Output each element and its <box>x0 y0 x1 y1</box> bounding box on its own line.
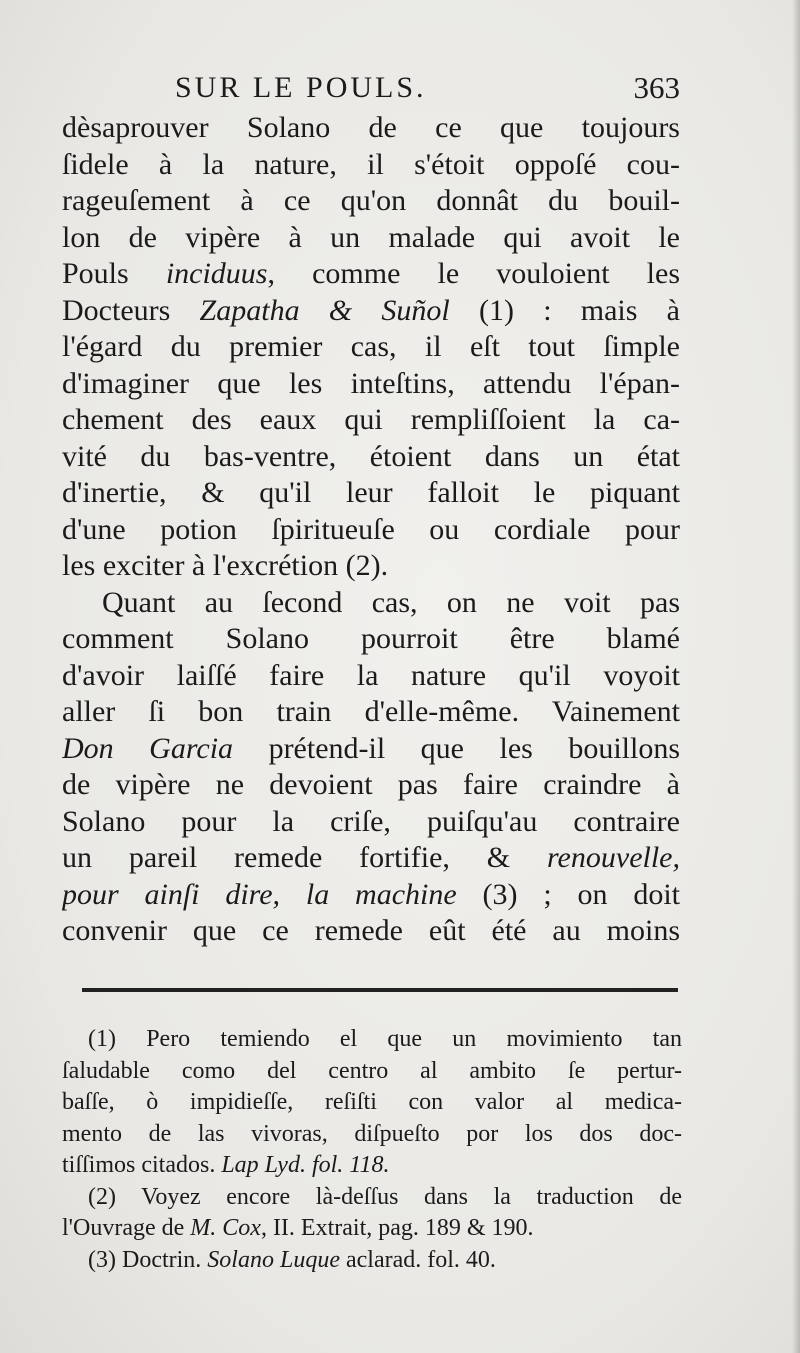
text-line: comment Solano pourroit être blamé <box>62 622 680 655</box>
text-line: rageuſement à ce qu'on donnât du bouil- <box>62 184 680 217</box>
text-line: vité du bas-ventre, étoient dans un état <box>62 439 680 473</box>
italic-name: Don Garcia <box>62 731 234 765</box>
page-number: 363 <box>633 70 680 105</box>
footnote-ref: (3) ; <box>456 877 578 911</box>
text-line <box>62 293 680 330</box>
text-segment: , II. Extrait, pag. 189 & 190. <box>260 1215 534 1241</box>
text-line: ſidele à la nature, il s'étoit oppoſé cou- <box>62 147 680 181</box>
text-segment: Pouls <box>62 257 129 290</box>
italic-term: inciduus <box>165 257 268 290</box>
footnote-2-line <box>62 1213 682 1245</box>
text-line: d'imaginer que les inteſtins, attendu l'épan- <box>62 366 680 400</box>
page-edge-shadow <box>792 0 800 1353</box>
italic-phrase: pour ainſi dire, la machine <box>62 877 457 911</box>
text-line <box>62 731 680 768</box>
text-line: les exciter à l'excrétion (2). <box>62 549 389 582</box>
text-segment: l'Ouvrage de <box>62 1215 185 1241</box>
text-line: d'une potion ſpiritueuſe ou cordiale pour <box>62 512 680 546</box>
citation: Lap Lyd. fol. 118. <box>221 1152 390 1178</box>
footnote-1-line: mento de las vivoras, diſpueſto por los dos doc- <box>62 1120 682 1147</box>
footnote-ref: (1) : mais à <box>449 293 680 327</box>
footnote-2-line: (2) Voyez encore là-deſſus dans la traduction de <box>88 1183 682 1210</box>
text-line: Solano pour la criſe, puiſqu'au contraire <box>62 804 680 838</box>
footnotes <box>62 1024 682 1276</box>
text-segment: on doit <box>577 877 680 911</box>
text-line: d'avoir laiſſé faire la nature qu'il voyoit <box>62 658 680 692</box>
text-line: aller ſi bon train d'elle-même. Vainement <box>62 695 680 728</box>
footnote-3-line <box>62 1245 682 1277</box>
text-line: chement des eaux qui rempliſſoient la ca- <box>62 403 680 436</box>
text-line <box>62 256 680 293</box>
italic-name: Solano Luque <box>207 1246 340 1273</box>
footnote-rule <box>82 988 678 992</box>
text-line <box>62 877 680 914</box>
italic-names: Zapatha & Suñol <box>199 293 450 327</box>
footnote-1-line: ſaludable como del centro al ambito ſe pertur- <box>62 1057 682 1084</box>
text-line <box>62 840 680 877</box>
page-header <box>60 68 680 108</box>
text-segment: Docteurs <box>62 293 171 327</box>
running-head: SUR LE POULS. <box>175 71 427 104</box>
text-segment: , comme le vouloient les <box>267 257 680 290</box>
italic-name: M. Cox <box>190 1215 261 1241</box>
text-line: lon de vipère à un malade qui avoit le <box>62 220 680 254</box>
text-segment: un pareil remede fortifie, & <box>62 841 511 874</box>
text-line: Quant au ſecond cas, on ne voit pas <box>102 585 680 619</box>
footnote-1-line <box>62 1150 682 1182</box>
text-line: d'inertie, & qu'il leur falloit le piquant <box>62 476 680 509</box>
text-segment: (3) Doctrin. <box>88 1246 202 1273</box>
italic-phrase: renouvelle, <box>547 841 680 874</box>
footnote-1-line: (1) Pero temiendo el que un movimiento tan <box>88 1026 682 1052</box>
text-line: dèsaprouver Solano de ce que toujours <box>62 111 680 144</box>
footnote-1-line: baſſe, ò impidieſſe, reſiſti con valor al medica- <box>62 1089 682 1115</box>
text-segment: tiſſimos citados. <box>62 1152 216 1178</box>
text-line: de vipère ne devoient pas faire craindre à <box>62 768 680 801</box>
text-segment: aclarad. fol. 40. <box>339 1246 496 1273</box>
text-line: convenir que ce remede eût été au moins <box>62 914 680 947</box>
main-text <box>62 110 680 950</box>
text-segment: prétend-il que les bouillons <box>268 731 680 765</box>
text-line: l'égard du premier cas, il eſt tout ſimple <box>62 330 680 363</box>
